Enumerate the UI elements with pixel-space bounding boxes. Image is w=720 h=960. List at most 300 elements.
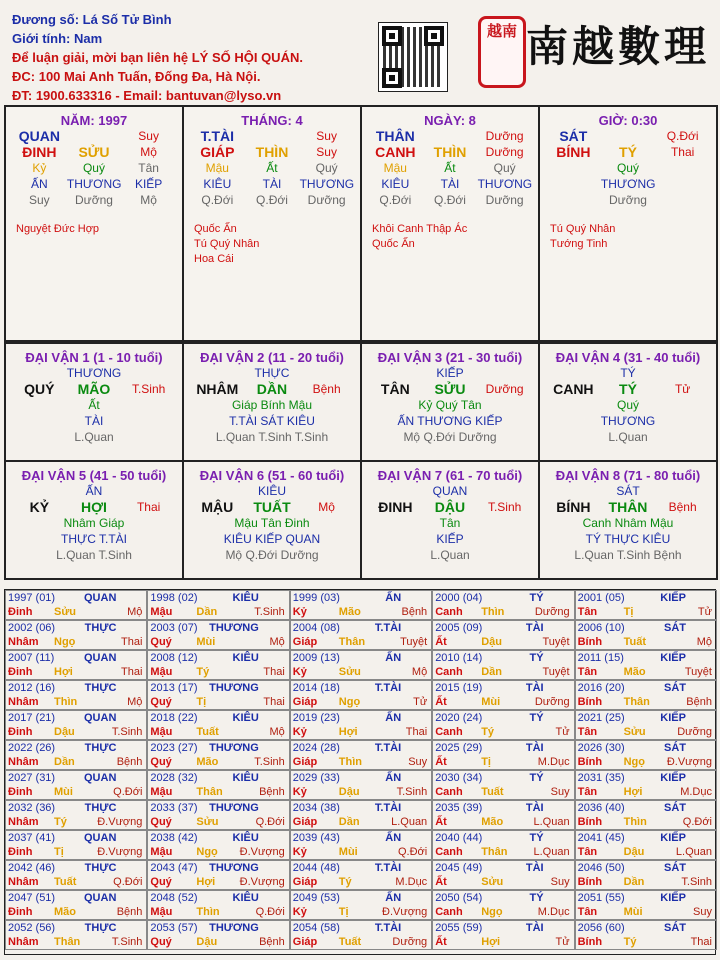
heavenly-stem: Kỷ — [292, 666, 307, 678]
heavenly-stem: Đinh — [8, 666, 33, 678]
ten-god: TÀI — [525, 862, 544, 874]
year-list — [4, 589, 716, 955]
earthly-branch: Sửu — [54, 606, 77, 618]
year-cell — [5, 830, 147, 860]
earthly-branch: Tị — [481, 756, 491, 768]
dai-van-title: ĐẠI VẬN 6 (51 - 60 tuổi) — [199, 468, 345, 483]
ten-god: KIẾP — [660, 652, 686, 664]
ten-god: ẤN — [385, 592, 402, 604]
ten-god: SÁT — [616, 484, 640, 498]
dai-van-row — [540, 381, 716, 397]
heavenly-stem: Kỷ — [292, 606, 307, 618]
year-label: 2015 (19) — [435, 682, 483, 694]
heavenly-stem: Giáp — [292, 816, 318, 828]
heavenly-stem: Giáp — [292, 696, 318, 708]
year-cell — [432, 860, 574, 890]
year-cell — [575, 800, 717, 830]
stage: L.Quan — [391, 816, 428, 828]
year-cell — [290, 860, 432, 890]
stage: Mộ — [140, 145, 157, 159]
ten-god: THỰC — [84, 802, 117, 814]
hidden-stems: Ất — [88, 398, 100, 412]
stage: Dưỡng — [534, 696, 570, 708]
year-label: 2050 (54) — [435, 892, 483, 904]
year-label: 2049 (53) — [292, 892, 340, 904]
pillar-row — [6, 160, 182, 176]
ten-god: KIẾP — [660, 592, 686, 604]
stage: Q.Đới — [113, 786, 143, 798]
ten-god: SÁT — [663, 742, 686, 754]
heavenly-stem: Mậu — [150, 726, 173, 738]
stage: Bệnh — [259, 786, 285, 798]
ten-god: T.TÀI — [374, 622, 402, 634]
year-cell — [290, 740, 432, 770]
heavenly-stem: Canh — [435, 846, 463, 858]
year-cell — [147, 860, 289, 890]
heavenly-stem: Bính — [577, 636, 603, 648]
heavenly-stem: Canh — [435, 786, 463, 798]
hidden-stages: L.Quan — [430, 548, 470, 562]
year-label: 2024 (28) — [292, 742, 340, 754]
stage: Dưỡng — [485, 145, 524, 159]
hidden-stage: Q.Đới — [379, 193, 412, 207]
stage: M.Dục — [537, 906, 570, 918]
stage: Q.Đới — [255, 816, 285, 828]
earthly-branch: Tý — [196, 666, 210, 678]
dai-van-6 — [182, 460, 362, 580]
earthly-branch: Ngọ — [338, 696, 361, 708]
year-cell — [290, 920, 432, 950]
dai-van-title: ĐẠI VẬN 2 (11 - 20 tuổi) — [200, 350, 344, 365]
ten-god: KIÊU — [257, 484, 286, 498]
header-line3: Để luận giải, mời bạn liên hệ LÝ SỐ HỘI QUÁN. — [12, 50, 303, 65]
hidden-stage — [546, 192, 600, 208]
heavenly-stem: Quý — [150, 696, 172, 708]
earthly-branch: Dần — [481, 666, 502, 678]
stage: Mộ — [269, 726, 285, 738]
stage: Bệnh — [401, 606, 428, 618]
year-label: 2026 (30) — [577, 742, 625, 754]
earthly-branch: Ngọ — [54, 636, 76, 648]
hidden-stem: Quý — [82, 161, 105, 175]
year-label: 2055 (59) — [435, 922, 483, 934]
year-cell — [5, 860, 147, 890]
hidden-stage: Mộ — [140, 193, 157, 207]
pillar-extras: Quốc Ấn Tú Quý Nhân Hoa Cái — [194, 223, 260, 265]
stage: Mộ — [269, 636, 285, 648]
year-label: 2014 (18) — [292, 682, 340, 694]
earthly-branch: Mùi — [196, 636, 216, 648]
earthly-branch: TÝ — [619, 144, 637, 160]
hidden-stage: Dưỡng — [485, 193, 524, 207]
ten-god: SÁT — [663, 682, 686, 694]
earthly-branch: Tý — [338, 876, 352, 888]
hidden-stage: Dưỡng — [307, 193, 346, 207]
stage: L.Quan — [675, 846, 712, 858]
earthly-branch: Tị — [623, 606, 634, 618]
pillar-1 — [4, 105, 184, 342]
heavenly-stem: Canh — [435, 906, 463, 918]
stage: Suy — [316, 129, 337, 143]
heavenly-stem: CANH — [553, 381, 594, 397]
dai-van-row — [6, 499, 182, 515]
heavenly-stem: Kỷ — [292, 906, 307, 918]
hidden-stems: Mậu Tân Đinh — [234, 516, 310, 530]
pillar-row — [184, 128, 360, 144]
year-cell — [432, 650, 574, 680]
dai-van-row — [6, 381, 182, 397]
hidden-stage: Suy — [28, 193, 50, 207]
hidden-gods: THƯƠNG — [600, 414, 656, 428]
earthly-branch: Dậu — [623, 846, 645, 858]
year-label: 2052 (56) — [8, 922, 56, 934]
ten-god: TÝ — [529, 772, 544, 784]
year-cell — [575, 920, 717, 950]
ten-god: KIÊU — [232, 592, 259, 604]
earthly-branch: Ngọ — [196, 846, 218, 858]
heavenly-stem: Tân — [577, 786, 598, 798]
earthly-branch: Thìn — [196, 906, 220, 918]
earthly-branch: DẦN — [256, 381, 288, 397]
year-label: 2005 (09) — [435, 622, 483, 634]
year-label: 2029 (33) — [292, 772, 340, 784]
ten-god: THƯƠNG — [66, 366, 122, 380]
ten-god: T.TÀI — [374, 802, 402, 814]
heavenly-stem: Kỷ — [292, 846, 307, 858]
ten-god: ẤN — [385, 712, 402, 724]
earthly-branch: Thìn — [54, 696, 78, 708]
year-label: 2028 (32) — [150, 772, 198, 784]
stage: Bệnh — [686, 696, 712, 708]
year-label: 2035 (39) — [435, 802, 483, 814]
year-cell — [575, 890, 717, 920]
stage: T.Sinh — [396, 786, 428, 798]
year-label: 2016 (20) — [577, 682, 625, 694]
hidden-stems: Kỷ Quý Tân — [418, 398, 482, 412]
ten-god: TÝ — [529, 712, 544, 724]
earthly-branch: Dần — [196, 606, 218, 618]
ten-god: THƯƠNG — [209, 622, 259, 634]
heavenly-stem: Bính — [577, 816, 603, 828]
earthly-branch: Tuất — [338, 936, 362, 948]
qr-code[interactable] — [378, 22, 448, 92]
earthly-branch: Tị — [196, 696, 207, 708]
pillar-row — [362, 160, 538, 176]
stage: Q.Đới — [397, 846, 428, 858]
earthly-branch: Tị — [54, 846, 64, 858]
year-cell — [575, 710, 717, 740]
hidden-stages: Mộ Q.Đới Dưỡng — [225, 548, 319, 562]
hidden-god: THƯƠNG — [600, 177, 656, 191]
earthly-branch: Hợi — [623, 786, 643, 798]
header-line5: ĐT: 1900.633316 - Email: bantuvan@lyso.vn — [12, 88, 282, 103]
year-cell — [147, 710, 289, 740]
year-label: 2008 (12) — [150, 652, 198, 664]
stage: Tử — [697, 606, 712, 618]
earthly-branch: Mão — [54, 906, 76, 918]
hidden-god: TÀI — [440, 177, 460, 191]
ten-god: TÝ — [620, 366, 636, 380]
year-label: 2038 (42) — [150, 832, 198, 844]
stage: T.Sinh — [111, 726, 143, 738]
year-label: 2022 (26) — [8, 742, 56, 754]
year-label: 2003 (07) — [150, 622, 198, 634]
ten-god: QUAN — [84, 892, 117, 904]
earthly-branch: Mão — [196, 756, 219, 768]
spacer — [67, 128, 121, 144]
year-cell — [575, 590, 717, 620]
heavenly-stem: GIÁP — [200, 144, 235, 160]
ten-god: QUAN — [84, 772, 117, 784]
ten-god: THỰC — [84, 862, 117, 874]
earthly-branch: TUẤT — [253, 499, 291, 515]
heavenly-stem: Đinh — [8, 846, 33, 858]
heavenly-stem: Ất — [435, 756, 447, 768]
pillar-title: GIỜ: 0:30 — [598, 113, 658, 128]
dai-van-title: ĐẠI VẬN 4 (31 - 40 tuổi) — [555, 350, 701, 365]
hidden-god: KIÊU — [381, 177, 410, 191]
stage: Suy — [408, 756, 428, 768]
earthly-branch: HỢI — [81, 499, 107, 515]
pillar-row — [184, 192, 360, 208]
heavenly-stem: Bính — [577, 696, 603, 708]
year-cell — [575, 650, 717, 680]
ten-god: THỰC — [84, 922, 117, 934]
heavenly-stem: Bính — [577, 936, 603, 948]
pillar-row — [362, 176, 538, 192]
heavenly-stem: Mậu — [150, 786, 173, 798]
year-label: 2004 (08) — [292, 622, 340, 634]
heavenly-stem: Canh — [435, 666, 463, 678]
heavenly-stem: Giáp — [292, 936, 318, 948]
stage: Mộ — [127, 696, 143, 708]
dai-van-row — [362, 381, 538, 397]
heavenly-stem: Ất — [435, 936, 447, 948]
hidden-stem: Mậu — [383, 161, 407, 175]
year-cell — [575, 860, 717, 890]
stage: Bệnh — [116, 906, 143, 918]
hidden-gods: ẤN THƯƠNG KIẾP — [397, 414, 503, 428]
year-cell — [147, 680, 289, 710]
hidden-god: KIẾP — [134, 177, 163, 191]
year-label: 1997 (01) — [8, 592, 56, 604]
earthly-branch: Thân — [623, 696, 650, 708]
year-label: 2017 (21) — [8, 712, 56, 724]
hidden-stages: L.Quan — [608, 430, 648, 444]
earthly-branch: Hợi — [481, 936, 501, 948]
hidden-gods: KIÊU KIẾP QUAN — [223, 532, 321, 546]
header-line2: Giới tính: Nam — [12, 31, 103, 46]
earthly-branch: Mùi — [623, 906, 643, 918]
heavenly-stem: BÍNH — [556, 144, 591, 160]
dai-van-title: ĐẠI VẬN 8 (71 - 80 tuổi) — [555, 468, 701, 483]
pillar-title: NĂM: 1997 — [60, 113, 128, 128]
ten-god: KIẾP — [660, 832, 686, 844]
year-label: 2039 (43) — [292, 832, 340, 844]
heavenly-stem: Bính — [577, 876, 603, 888]
ten-god: QUAN — [18, 128, 60, 144]
stage: Thai — [120, 636, 143, 648]
year-label: 2006 (10) — [577, 622, 625, 634]
stage: T.Sinh — [111, 936, 143, 948]
ten-god: THỰC — [84, 742, 117, 754]
year-label: 1998 (02) — [150, 592, 198, 604]
earthly-branch: Sửu — [338, 666, 361, 678]
stage: Tử — [555, 726, 570, 738]
heavenly-stem: Nhâm — [8, 756, 39, 768]
year-label: 2047 (51) — [8, 892, 56, 904]
earthly-branch: Tuất — [54, 876, 77, 888]
ten-god: KIÊU — [232, 772, 259, 784]
ten-god: KIẾP — [660, 772, 686, 784]
brand-logo: 南越數理 — [525, 22, 710, 71]
ten-god: SÁT — [663, 922, 686, 934]
year-cell — [5, 920, 147, 950]
hidden-stem: Ất — [444, 161, 456, 175]
pillar-title: NGÀY: 8 — [424, 113, 476, 128]
ten-god: QUAN — [84, 832, 117, 844]
earthly-branch: Tý — [623, 936, 637, 948]
stage: Đ.Vượng — [382, 906, 428, 918]
year-cell — [432, 830, 574, 860]
year-cell — [432, 800, 574, 830]
ten-god: T.TÀI — [374, 742, 402, 754]
hidden-stems: Quý — [616, 398, 639, 412]
heavenly-stem: Nhâm — [8, 696, 39, 708]
ten-god: QUAN — [84, 652, 117, 664]
ten-god: TÀI — [525, 922, 544, 934]
pillar-row — [184, 176, 360, 192]
year-cell — [432, 920, 574, 950]
earthly-branch: Tuất — [481, 786, 504, 798]
dai-van-8 — [538, 460, 718, 580]
spacer — [601, 128, 655, 144]
hidden-stem — [546, 160, 600, 176]
heavenly-stem: Mậu — [150, 906, 173, 918]
hidden-stem: Tân — [138, 161, 159, 175]
earthly-branch: SỬU — [434, 381, 466, 397]
stage: T.Sinh — [681, 876, 712, 888]
heavenly-stem: Mậu — [150, 846, 173, 858]
year-label: 2033 (37) — [150, 802, 198, 814]
pillar-extras: Nguyệt Đức Hợp — [16, 223, 100, 235]
year-cell — [575, 830, 717, 860]
heavenly-stem: Ất — [435, 696, 447, 708]
heavenly-stem: NHÂM — [196, 381, 239, 397]
stage: Mộ — [127, 606, 143, 618]
year-cell — [147, 650, 289, 680]
pillar-row — [540, 128, 716, 144]
heavenly-stem: Ất — [435, 876, 447, 888]
earthly-branch: Mùi — [338, 846, 358, 858]
hidden-stage: Q.Đới — [201, 193, 234, 207]
heavenly-stem: Quý — [150, 816, 172, 828]
year-label: 2054 (58) — [292, 922, 340, 934]
dai-van-7 — [360, 460, 540, 580]
year-cell — [290, 650, 432, 680]
stage: Q.Đới — [682, 816, 712, 828]
ten-god: ẤN — [385, 772, 402, 784]
pillar-extras: Tú Quý Nhân Tướng Tinh — [550, 223, 616, 250]
year-label: 2021 (25) — [577, 712, 625, 724]
hidden-stem: Mậu — [205, 161, 229, 175]
ten-god: TÝ — [529, 892, 544, 904]
ten-god: QUAN — [84, 712, 117, 724]
earthly-branch: Mão — [338, 606, 361, 618]
header-line1: Đương số: Lá Số Tử Bình — [12, 12, 172, 27]
earthly-branch: Thìn — [481, 606, 505, 618]
ten-god: THƯƠNG — [209, 862, 259, 874]
hidden-god: THƯƠNG — [477, 177, 533, 191]
ten-god: SÁT — [663, 862, 686, 874]
heavenly-stem: Quý — [150, 636, 172, 648]
year-label: 2041 (45) — [577, 832, 625, 844]
ten-god: SÁT — [663, 802, 686, 814]
dai-van-2 — [182, 342, 362, 462]
year-cell — [147, 890, 289, 920]
pillar-row — [6, 192, 182, 208]
heavenly-stem: Nhâm — [8, 876, 39, 888]
year-label: 2056 (60) — [577, 922, 625, 934]
stage: Tuyệt — [542, 636, 570, 648]
hidden-god: TÀI — [262, 177, 282, 191]
year-cell — [5, 680, 147, 710]
stage: L.Quan — [533, 816, 570, 828]
pillar-row — [362, 128, 538, 144]
earthly-branch: THÂN — [608, 499, 648, 515]
ten-god: THƯƠNG — [209, 682, 259, 694]
stage: Thai — [120, 666, 143, 678]
stage: Dưỡng — [485, 382, 524, 396]
year-label: 2011 (15) — [577, 652, 624, 664]
hidden-stages: L.Quan T.Sinh Bệnh — [574, 548, 682, 562]
hidden-stem: Ất — [266, 161, 278, 175]
year-label: 2007 (11) — [8, 652, 55, 664]
heavenly-stem: Đinh — [8, 726, 33, 738]
ten-god: TÝ — [529, 832, 544, 844]
stage: Mộ — [318, 500, 335, 514]
heavenly-stem: Ất — [435, 636, 447, 648]
year-label: 2013 (17) — [150, 682, 198, 694]
hidden-stage: Dưỡng — [609, 193, 647, 207]
ten-god: KIẾP — [660, 712, 686, 724]
pillar-row — [184, 160, 360, 176]
dai-van-row — [540, 499, 716, 515]
earthly-branch: Hợi — [54, 666, 73, 678]
ten-god: THƯƠNG — [209, 922, 259, 934]
year-cell — [575, 770, 717, 800]
stage: Tử — [413, 696, 428, 708]
hidden-god: KIÊU — [203, 177, 232, 191]
year-cell — [432, 770, 574, 800]
earthly-branch: THÌN — [433, 144, 467, 160]
heavenly-stem: Đinh — [8, 906, 33, 918]
earthly-branch: Dậu — [481, 636, 502, 648]
earthly-branch: Dần — [54, 756, 75, 768]
earthly-branch: Mùi — [54, 786, 73, 798]
heavenly-stem: Mậu — [150, 666, 173, 678]
pillar-row — [540, 176, 716, 192]
ten-god: T.TÀI — [374, 862, 402, 874]
ten-god: T.TÀI — [374, 682, 402, 694]
pillar-row — [6, 128, 182, 144]
stage: Thai — [263, 666, 285, 678]
stage: Mộ — [696, 636, 712, 648]
heavenly-stem: Nhâm — [8, 816, 39, 828]
earthly-branch: Dậu — [338, 786, 360, 798]
heavenly-stem: Tân — [577, 726, 598, 738]
year-label: 2027 (31) — [8, 772, 56, 784]
